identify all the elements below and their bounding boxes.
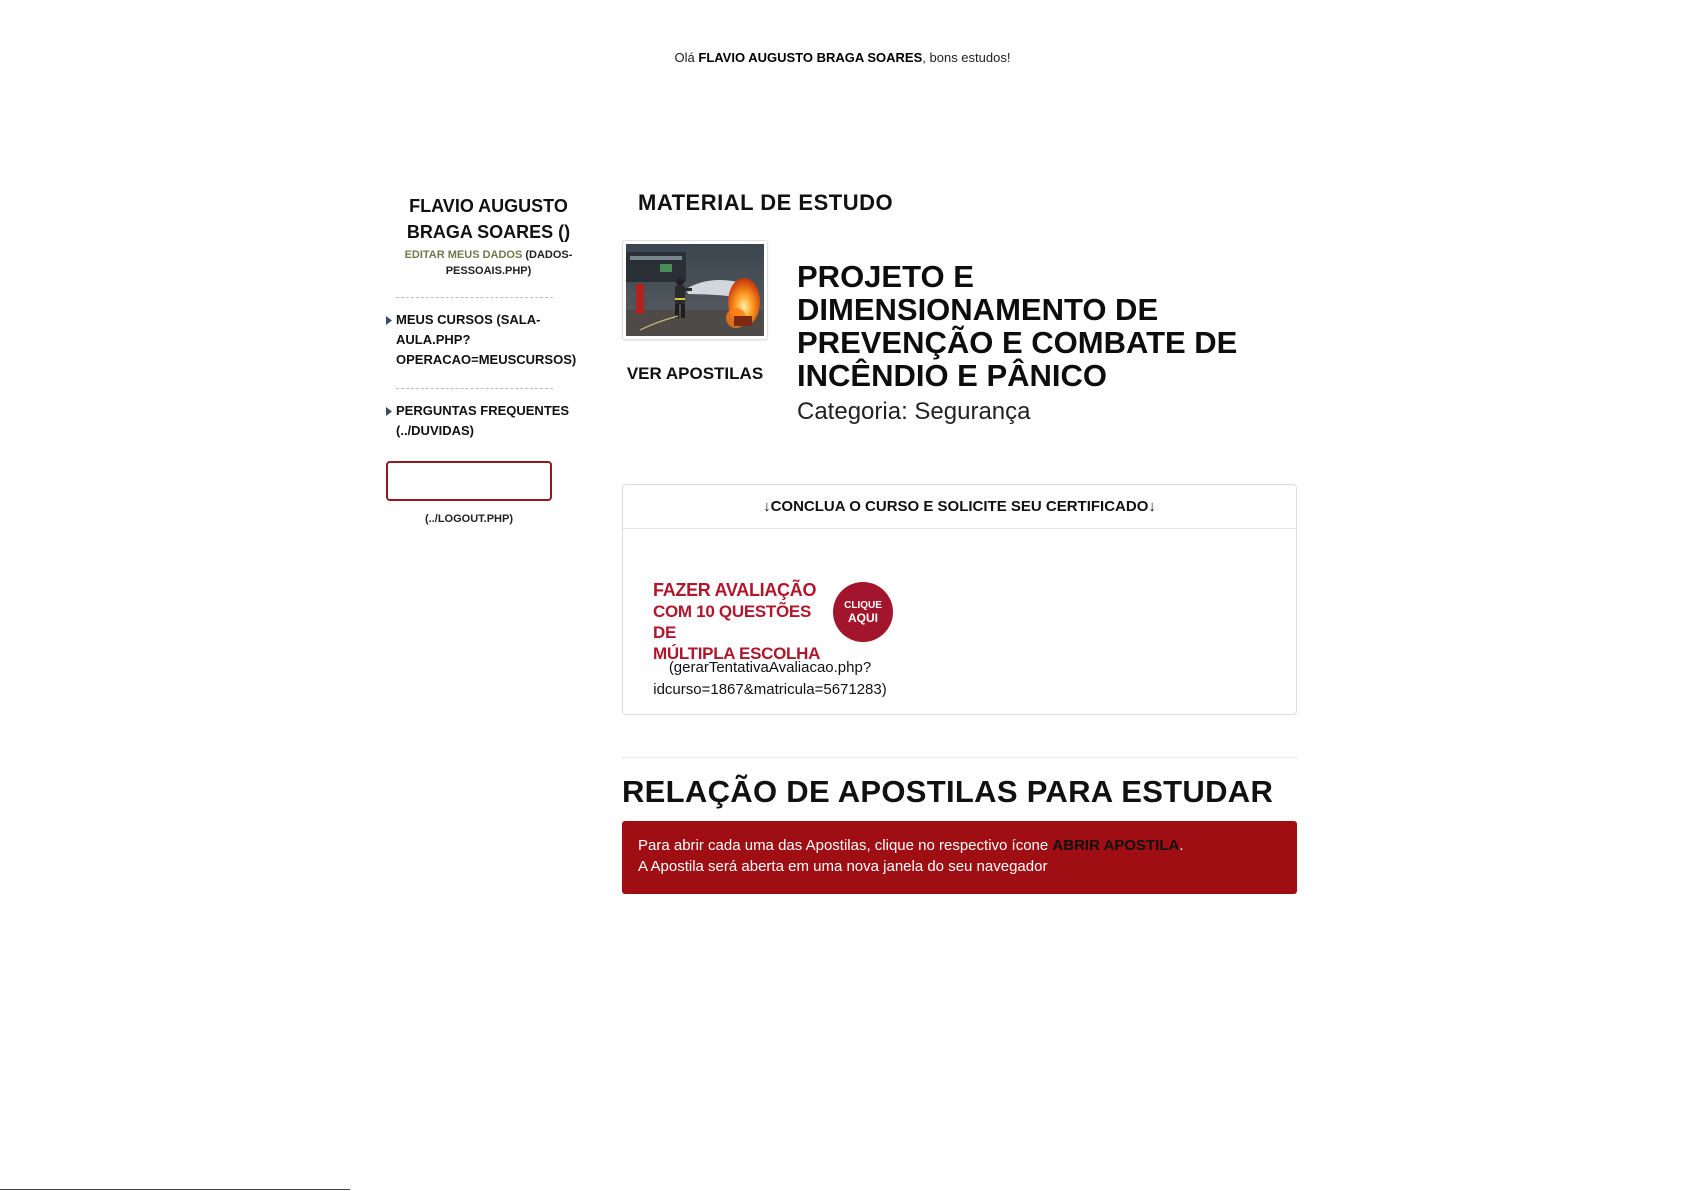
certificate-header-text: CONCLUA O CURSO E SOLICITE SEU CERTIFICADO	[770, 498, 1149, 515]
triangle-right-icon	[386, 401, 396, 421]
section-divider	[622, 757, 1297, 758]
sidebar-divider	[396, 297, 553, 298]
greeting-prefix: Olá	[674, 50, 699, 65]
ver-apostilas-link[interactable]: VER APOSTILAS	[626, 364, 764, 383]
greeting-user-name: FLAVIO AUGUSTO BRAGA SOARES	[698, 50, 923, 65]
alert-line-2: A Apostila será aberta em uma nova janela do seu navegador	[638, 858, 1048, 875]
course-thumbnail[interactable]	[622, 240, 768, 340]
course-header	[622, 228, 1297, 483]
profile-name: FLAVIO AUGUSTO BRAGA SOARES ()	[406, 196, 571, 242]
logout-url: (../LOGOUT.PHP)	[425, 513, 513, 525]
edit-profile-line	[386, 247, 591, 279]
sidebar-item-perguntas-frequentes[interactable]	[386, 401, 596, 441]
logout-button[interactable]	[386, 461, 552, 501]
alert-text: Para abrir cada uma das Apostilas, clique no respectivo ícone	[638, 837, 1053, 854]
clique-label: CLIQUE	[844, 600, 882, 611]
alert-period: .	[1179, 837, 1184, 854]
greeting-message	[0, 50, 1685, 65]
edit-profile-url: (DADOS-PESSOAIS.PHP)	[445, 249, 573, 277]
evaluation-line: COM 10 QUESTÕES DE	[653, 602, 811, 642]
certificate-header	[623, 485, 1296, 529]
sidebar-item-meus-cursos[interactable]	[386, 310, 596, 370]
start-evaluation-button[interactable]	[653, 580, 893, 663]
evaluation-url: (gerarTentativaAvaliacao.php?idcurso=1867&matricula=5671283)	[653, 659, 887, 698]
sidebar	[386, 193, 596, 525]
course-category: Categoria: Segurança	[797, 398, 1031, 425]
evaluation-banner-text	[653, 580, 823, 664]
course-title: PROJETO E DIMENSIONAMENTO DE PREVENÇÃO E COMBATE DE INCÊNDIO E PÂNICO	[797, 259, 1238, 393]
edit-profile-link[interactable]: EDITAR MEUS DADOS	[404, 249, 523, 261]
triangle-right-icon	[386, 310, 396, 330]
greeting-suffix: , bons estudos!	[922, 50, 1011, 65]
firefighter-image	[626, 244, 764, 336]
sidebar-item-label: MEUS CURSOS (SALA-AULA.PHP?OPERACAO=MEUSCURSOS)	[396, 312, 577, 367]
clique-aqui-badge[interactable]	[833, 582, 893, 642]
arrow-down-icon: ↓	[1148, 498, 1156, 515]
apostilas-section-title: RELAÇÃO DE APOSTILAS PARA ESTUDAR	[622, 774, 1274, 809]
arrow-down-icon: ↓	[763, 498, 771, 515]
apostilas-info-alert	[622, 821, 1297, 894]
evaluation-line: FAZER AVALIAÇÃO	[653, 580, 817, 600]
sidebar-item-label: PERGUNTAS FREQUENTES (../DUVIDAS)	[396, 403, 570, 438]
section-title: MATERIAL DE ESTUDO	[638, 190, 894, 215]
evaluation-line: MÚLTIPLA ESCOLHA	[653, 644, 821, 663]
main-content	[622, 190, 1297, 483]
alert-strong-text: ABRIR APOSTILA	[1052, 837, 1180, 854]
bottom-rule	[0, 1189, 350, 1190]
certificate-card	[622, 484, 1297, 715]
aqui-label: AQUI	[848, 611, 878, 625]
alert-line-1	[638, 835, 1281, 856]
sidebar-divider	[396, 388, 553, 389]
